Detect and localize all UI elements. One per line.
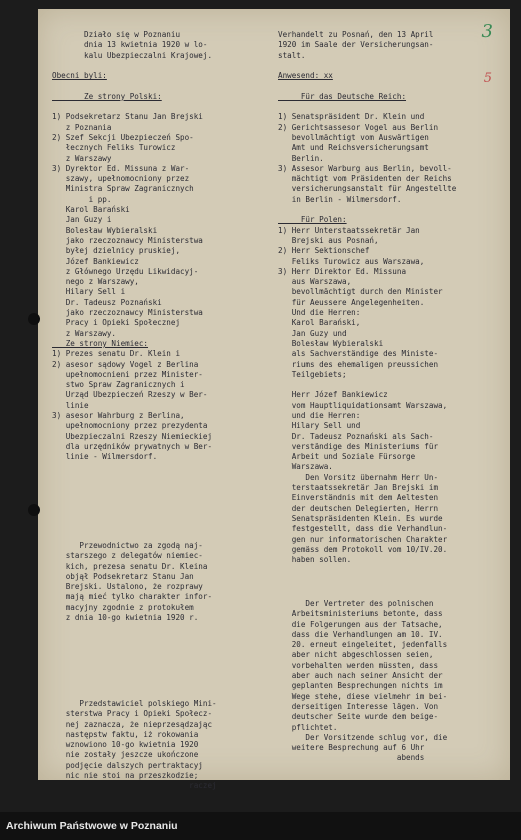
polish-text-top [52, 30, 284, 462]
text-line: 2) Szef Sekcji Ubezpieczeń Spo- [52, 132, 194, 142]
text-line [52, 81, 284, 91]
text-line: wznowiono 10-go kwietnia 1920 [52, 740, 199, 750]
text-line: Przedstawiciel polskiego Mini- [52, 699, 217, 708]
text-line: Einverständnis mit dem Aeltesten [278, 493, 439, 503]
text-line: der deutschen Delegierten, Herrn [278, 503, 439, 513]
text-line [278, 81, 506, 91]
german-text-top [278, 30, 506, 565]
text-line: nej zaznacza, że nieprzesądzając [52, 719, 213, 729]
text-line: gemäss dem Protokoll vom 10/IV.20. [278, 544, 448, 554]
page-number: 3 [481, 21, 493, 42]
text-line: szawy, upełnomocniony przez [52, 174, 190, 184]
text-line: 3) asesor Wahrburg z Berlina, [52, 410, 185, 420]
text-line: Feliks Turowicz aus Warszawa, [278, 256, 425, 266]
text-line: i pp. [52, 194, 112, 204]
text-line: Teilgebiets; [278, 369, 347, 379]
text-line: Der Vertreter des polnischen [278, 599, 434, 608]
text-line: nie zostały jeszcze ukończone [52, 750, 199, 760]
german-text-bottom [278, 599, 506, 764]
text-line: für Aeussere Angelegenheiten. [278, 297, 425, 307]
text-line: Verhandelt zu Posnań, den 13 April [278, 30, 434, 39]
text-line: deutscher Seite wurde dem beige- [278, 712, 439, 722]
text-line: z Warszawy [52, 153, 112, 163]
text-line: podjęcie dalszych pertraktacyj [52, 760, 203, 770]
text-line: riums des ehemaligen preussichen [278, 359, 439, 369]
text-line: 2) Herr Sektionschef [278, 246, 370, 256]
text-line: 2) Gerichtsassesor Vogel aus Berlin [278, 122, 439, 132]
polish-text-middle [52, 541, 284, 623]
text-line [278, 61, 506, 71]
text-line: Ze strony Polski: [52, 91, 162, 101]
text-line: 1) Prezes senatu Dr. Klein i [52, 349, 181, 359]
text-line: Przewodnictwo za zgodą naj- [52, 541, 203, 550]
text-line: upełnomocniony przez prezydenta [52, 421, 208, 431]
text-line: aber nicht abgeschlossen seien, [278, 650, 434, 660]
text-line: 3) Assesor Warburg aus Berlin, bevoll- [278, 163, 452, 173]
text-line: pflichtet. [278, 722, 338, 732]
text-line: z Głównego Urzędu Likwidacyj- [52, 266, 199, 276]
text-line: Ze strony Niemiec: [52, 338, 149, 348]
text-line: upełnomocnieni przez Minister- [52, 369, 203, 379]
punch-hole-bottom [28, 504, 40, 516]
text-line: Bolesław Wybieralski [52, 225, 158, 235]
text-line: verständige des Ministeriums für [278, 441, 439, 451]
text-line: Dr. Tadeusz Poznański [52, 297, 162, 307]
text-line: Karol Barański [52, 205, 130, 215]
text-line: 2) asesor sądowy Vogel z Berlina [52, 359, 199, 369]
text-line: raczej [52, 781, 217, 791]
text-line: vom Hauptliquidationsamt Warszawa, [278, 400, 448, 410]
text-line: Jan Guzy und [278, 328, 347, 338]
text-line: sterstwa Pracy i Opieki Społecz- [52, 709, 213, 719]
text-line: Jan Guzy i [52, 215, 112, 225]
text-line [278, 102, 506, 112]
text-line: Amt und Reichsversicherungsamt [278, 143, 429, 153]
text-line: die Folgerungen aus der Tatsache, [278, 619, 443, 629]
text-line: vorbehalten werden müssten, dass [278, 660, 439, 670]
text-line: Hilary Sell i [52, 287, 126, 297]
text-line: bevollmächtigt vom Auswärtigen [278, 132, 429, 142]
text-line: in Berlin - Wilmersdorf. [278, 194, 402, 204]
text-line: nic nie stoi na przeszkodzie; [52, 771, 199, 781]
text-line: z dnia 10-go kwietnia 1920 r. [52, 613, 199, 623]
text-line: starszego z delegatów niemiec- [52, 551, 203, 561]
text-line: linie [52, 400, 89, 410]
text-line: derseitigen Interesse lägen. Von [278, 701, 439, 711]
text-line: jako rzeczoznawcy Ministerstwa [52, 235, 203, 245]
text-line [52, 102, 284, 112]
text-line: 3) Herr Direktor Ed. Missuna [278, 266, 407, 276]
text-line: Den Vorsitz übernahm Herr Un- [278, 472, 439, 482]
text-line: Und die Herren: [278, 308, 361, 318]
punch-hole-top [28, 313, 40, 325]
text-line: bevollmächtigt durch den Minister [278, 287, 443, 297]
text-line: kich, prezesa senatu Dr. Kleina [52, 561, 208, 571]
text-line: dnia 13 kwietnia 1920 w lo- [52, 40, 208, 50]
text-line: gen nur informatorischen Charakter [278, 534, 448, 544]
document-page [38, 9, 510, 791]
text-line: następstw faktu, iż rokowania [52, 729, 199, 739]
text-line: linie - Wilmersdorf. [52, 452, 158, 462]
text-line: kalu Ubezpieczalni Krajowej. [52, 50, 213, 60]
text-line: und die Herren: [278, 410, 361, 420]
text-line: 1) Senatspräsident Dr. Klein und [278, 112, 425, 122]
text-line: 1920 im Saale der Versicherungsan- [278, 40, 434, 50]
text-line: Anwesend: xx [278, 71, 333, 81]
text-line: byłej dzielnicy pruskiej, [52, 246, 181, 256]
text-line: geplanten Besprechungen nichts im [278, 681, 443, 691]
text-line: mają mieć tylko charakter infor- [52, 592, 213, 602]
text-line: versicherungsanstalt für Angestellte [278, 184, 457, 194]
text-line: Ubezpieczalni Rzeszy Niemieckiej [52, 431, 213, 441]
polish-text-bottom [52, 699, 284, 792]
text-line: objął Podsekretarz Stanu Jan [52, 571, 194, 581]
text-line: Józef Bankiewicz [52, 256, 139, 266]
text-line: aus Warszawa, [278, 277, 352, 287]
text-line: nego z Warszawy, [52, 277, 139, 287]
text-line: Berlin. [278, 153, 324, 163]
text-line: haben sollen. [278, 555, 352, 565]
text-line: 3) Dyrektor Ed. Missuna z War- [52, 163, 190, 173]
text-line: 1) Herr Unterstaatssekretär Jan [278, 225, 420, 235]
page-number-mark: 5 [483, 71, 492, 86]
text-line: Senatspräsidenten Klein. Es wurde [278, 513, 443, 523]
text-line: Für das Deutsche Reich: [278, 91, 407, 101]
text-line: łecznych Feliks Turowicz [52, 143, 176, 153]
text-line: Herr Józef Bankiewicz [278, 390, 388, 400]
text-line: aber auch nach seiner Ansicht der [278, 671, 443, 681]
text-line: stwo Spraw Zagranicznych i [52, 380, 185, 390]
text-line: Ministra Spraw Zagranicznych [52, 184, 194, 194]
text-line: Urząd Ubezpieczeń Rzeszy w Ber- [52, 390, 208, 400]
text-line [278, 205, 506, 215]
text-line: jako rzeczoznawcy Ministerstwa [52, 308, 203, 318]
text-line: Warszawa. [278, 462, 333, 472]
text-line [52, 61, 284, 71]
text-line: als Sachverständige des Ministe- [278, 349, 439, 359]
text-line: z Warszawy. [52, 328, 117, 338]
text-line: Obecni byli: [52, 71, 107, 81]
text-line: Brejski aus Posnań, [278, 235, 379, 245]
archive-footer: Archiwum Państwowe w Poznaniu [0, 812, 521, 840]
text-line: terstaatssekretär Jan Brejski im [278, 483, 439, 493]
text-line: macyjny zgodnie z protokułem [52, 602, 194, 612]
text-line: 1) Podsekretarz Stanu Jan Brejski [52, 112, 203, 122]
text-line [278, 380, 506, 390]
text-line: Arbeitsministeriums betonte, dass [278, 609, 443, 619]
text-line: Für Polen: [278, 215, 347, 225]
text-line: weitere Besprechung auf 6 Uhr [278, 743, 425, 753]
text-line: z Poznania [52, 122, 112, 132]
text-line: mächtigt vom Präsidenten der Reichs [278, 174, 452, 184]
text-line: Der Vorsitzende schlug vor, die [278, 732, 448, 742]
text-line: Arbeit und Soziale Fürsorge [278, 452, 416, 462]
text-line: Pracy i Opieki Społecznej [52, 318, 181, 328]
text-line: Wege stehe, diese vielmehr im bei- [278, 691, 448, 701]
text-line: Bolesław Wybieralski [278, 338, 384, 348]
text-line: abends [278, 753, 425, 763]
text-line: 20. erneut eingeleitet, jedenfalls [278, 640, 448, 650]
text-line: Hilary Sell und [278, 421, 361, 431]
text-line: festgestellt, dass die Verhandlun- [278, 524, 448, 534]
text-line: Karol Barański, [278, 318, 361, 328]
text-line: Brejski. Ustalono, że rozprawy [52, 582, 203, 592]
text-line: dass die Verhandlungen am 10. IV. [278, 629, 443, 639]
text-line: stalt. [278, 50, 306, 60]
text-line: Dr. Tadeusz Poznański als Sach- [278, 431, 434, 441]
text-line: dla urzędników prywatnych w Ber- [52, 441, 213, 451]
text-line: Działo się w Poznaniu [52, 30, 181, 39]
